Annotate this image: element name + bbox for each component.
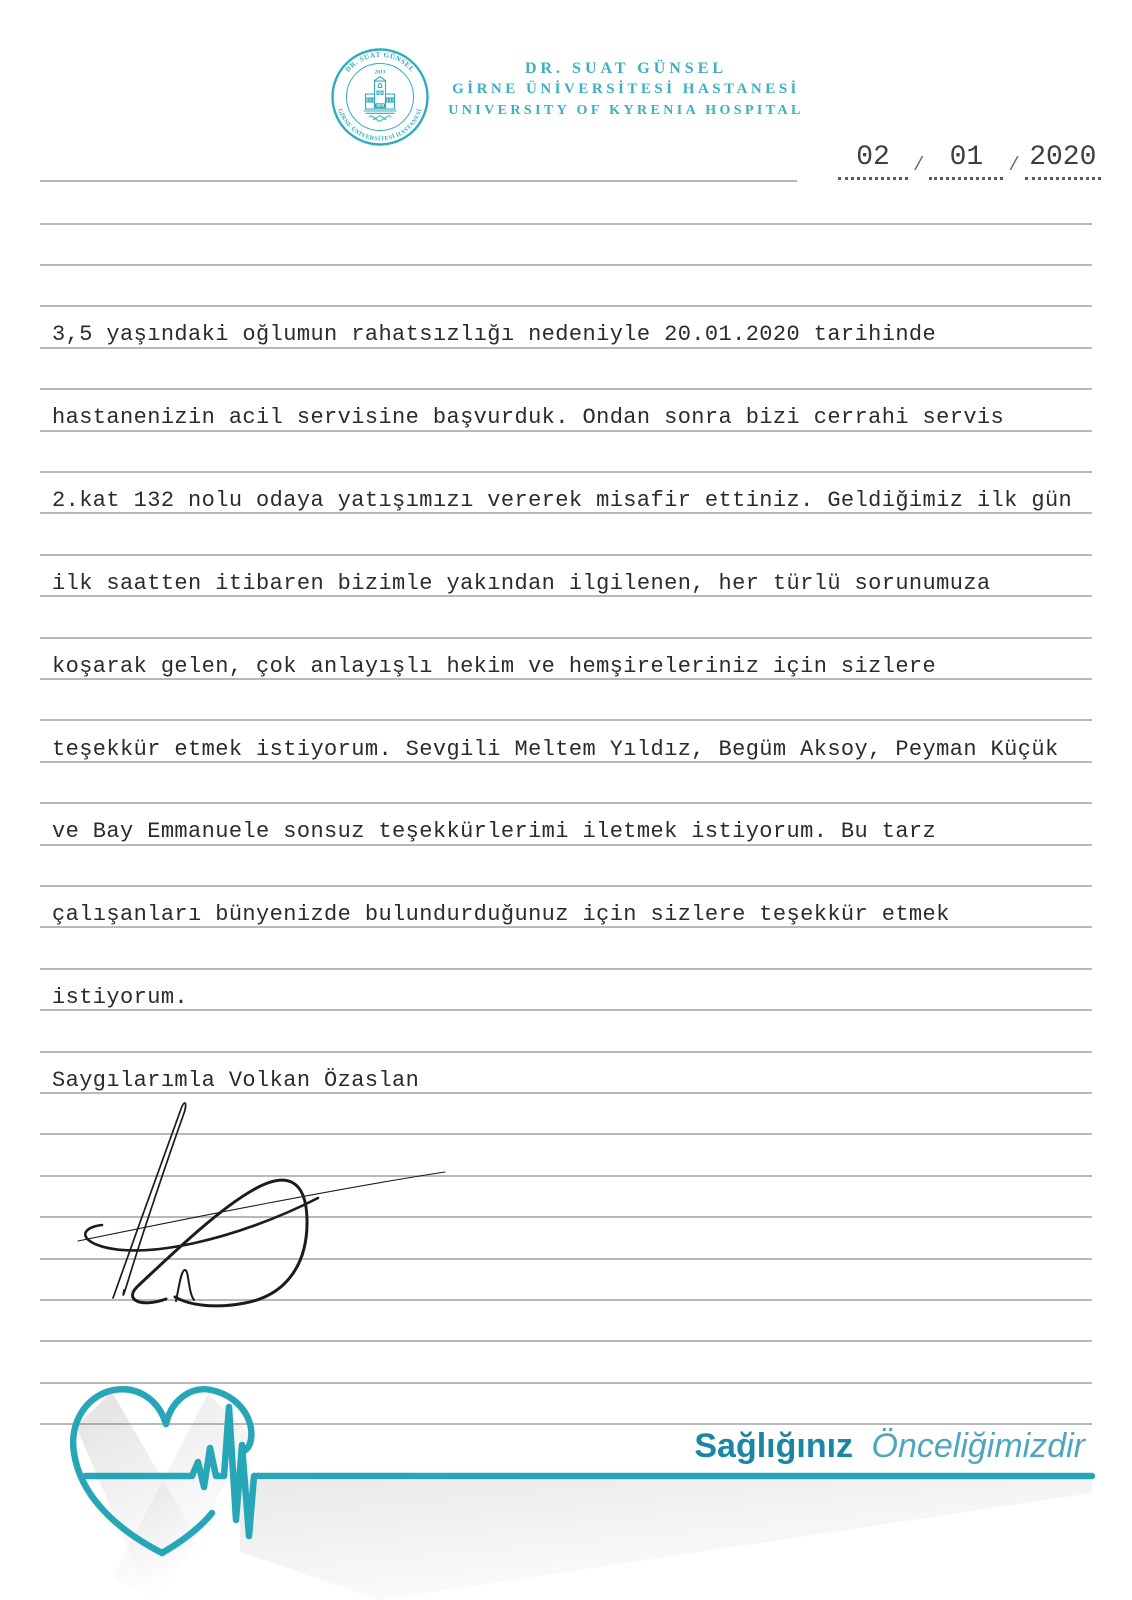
letter-line: Saygılarımla Volkan Özaslan [52, 1068, 420, 1093]
hospital-name-line2: GİRNE ÜNİVERSİTESİ HASTANESİ [452, 81, 800, 97]
letter-line: teşekkür etmek istiyorum. Sevgili Meltem Yıldız, Begüm Aksoy, Peyman Küçük [52, 737, 1059, 762]
date-field [838, 142, 1101, 180]
seal-arc-top-text: DR. SUAT GÜNSEL [343, 50, 417, 74]
ruled-line [40, 180, 797, 182]
seal-arc-bottom-text: GİRNE ÜNİVERSİTESİ HASTANESİ [336, 108, 424, 143]
slogan-primary-text: Sağlığınız [694, 1427, 854, 1465]
slogan-secondary-text: Önceliğimizdir [871, 1427, 1085, 1465]
handwritten-signature [50, 1095, 470, 1325]
letter-line: istiyorum. [52, 985, 189, 1010]
ruled-line [40, 637, 1092, 639]
letter-line: 3,5 yaşındaki oğlumun rahatsızlığı nedeniyle 20.01.2020 tarihinde [52, 322, 937, 347]
hospital-name-block [430, 58, 822, 121]
hospital-seal-logo [330, 47, 430, 147]
seal-building-year-text: 1978 [376, 104, 384, 109]
date-month: 01 [929, 142, 1003, 180]
ruled-line [40, 223, 1092, 225]
ruled-line [40, 1051, 1092, 1053]
footer-slogan [694, 1424, 1085, 1468]
ruled-line [40, 264, 1092, 266]
letter-line: ve Bay Emmanuele sonsuz teşekkürlerimi iletmek istiyorum. Bu tarz [52, 819, 937, 844]
letter-line: hastanenizin acil servisine başvurduk. Ondan sonra bizi cerrahi servis [52, 405, 1005, 430]
letter-line: çalışanları bünyenizde bulundurduğunuz için sizlere teşekkür etmek [52, 902, 950, 927]
date-year: 2020 [1025, 142, 1101, 180]
date-separator: / [913, 154, 925, 176]
letter-line: 2.kat 132 nolu odaya yatışımızı vererek misafir ettiniz. Geldiğimiz ilk gün [52, 488, 1073, 513]
hospital-name-line1: DR. SUAT GÜNSEL [524, 60, 728, 77]
ruled-line [40, 719, 1092, 721]
date-separator: / [1008, 154, 1020, 176]
ruled-line [40, 968, 1092, 970]
date-day: 02 [838, 142, 908, 180]
seal-year-text: 2013 [374, 69, 386, 76]
letter-line: ilk saatten itibaren bizimle yakından ilgilenen, her türlü sorunumuza [52, 571, 991, 596]
ruled-line [40, 554, 1092, 556]
ruled-line [40, 885, 1092, 887]
footer-artwork [0, 1340, 1132, 1600]
ruled-line [40, 471, 1092, 473]
seal-waves-icon [369, 116, 391, 121]
ruled-line [40, 305, 1092, 307]
ruled-line [40, 802, 1092, 804]
hospital-name-line3: UNIVERSITY OF KYRENIA HOSPITAL [448, 103, 804, 118]
ruled-line [40, 388, 1092, 390]
letter-line: koşarak gelen, çok anlayışlı hekim ve hemşireleriniz için sizlere [52, 654, 937, 679]
ekg-line-shadow [240, 1479, 1092, 1600]
